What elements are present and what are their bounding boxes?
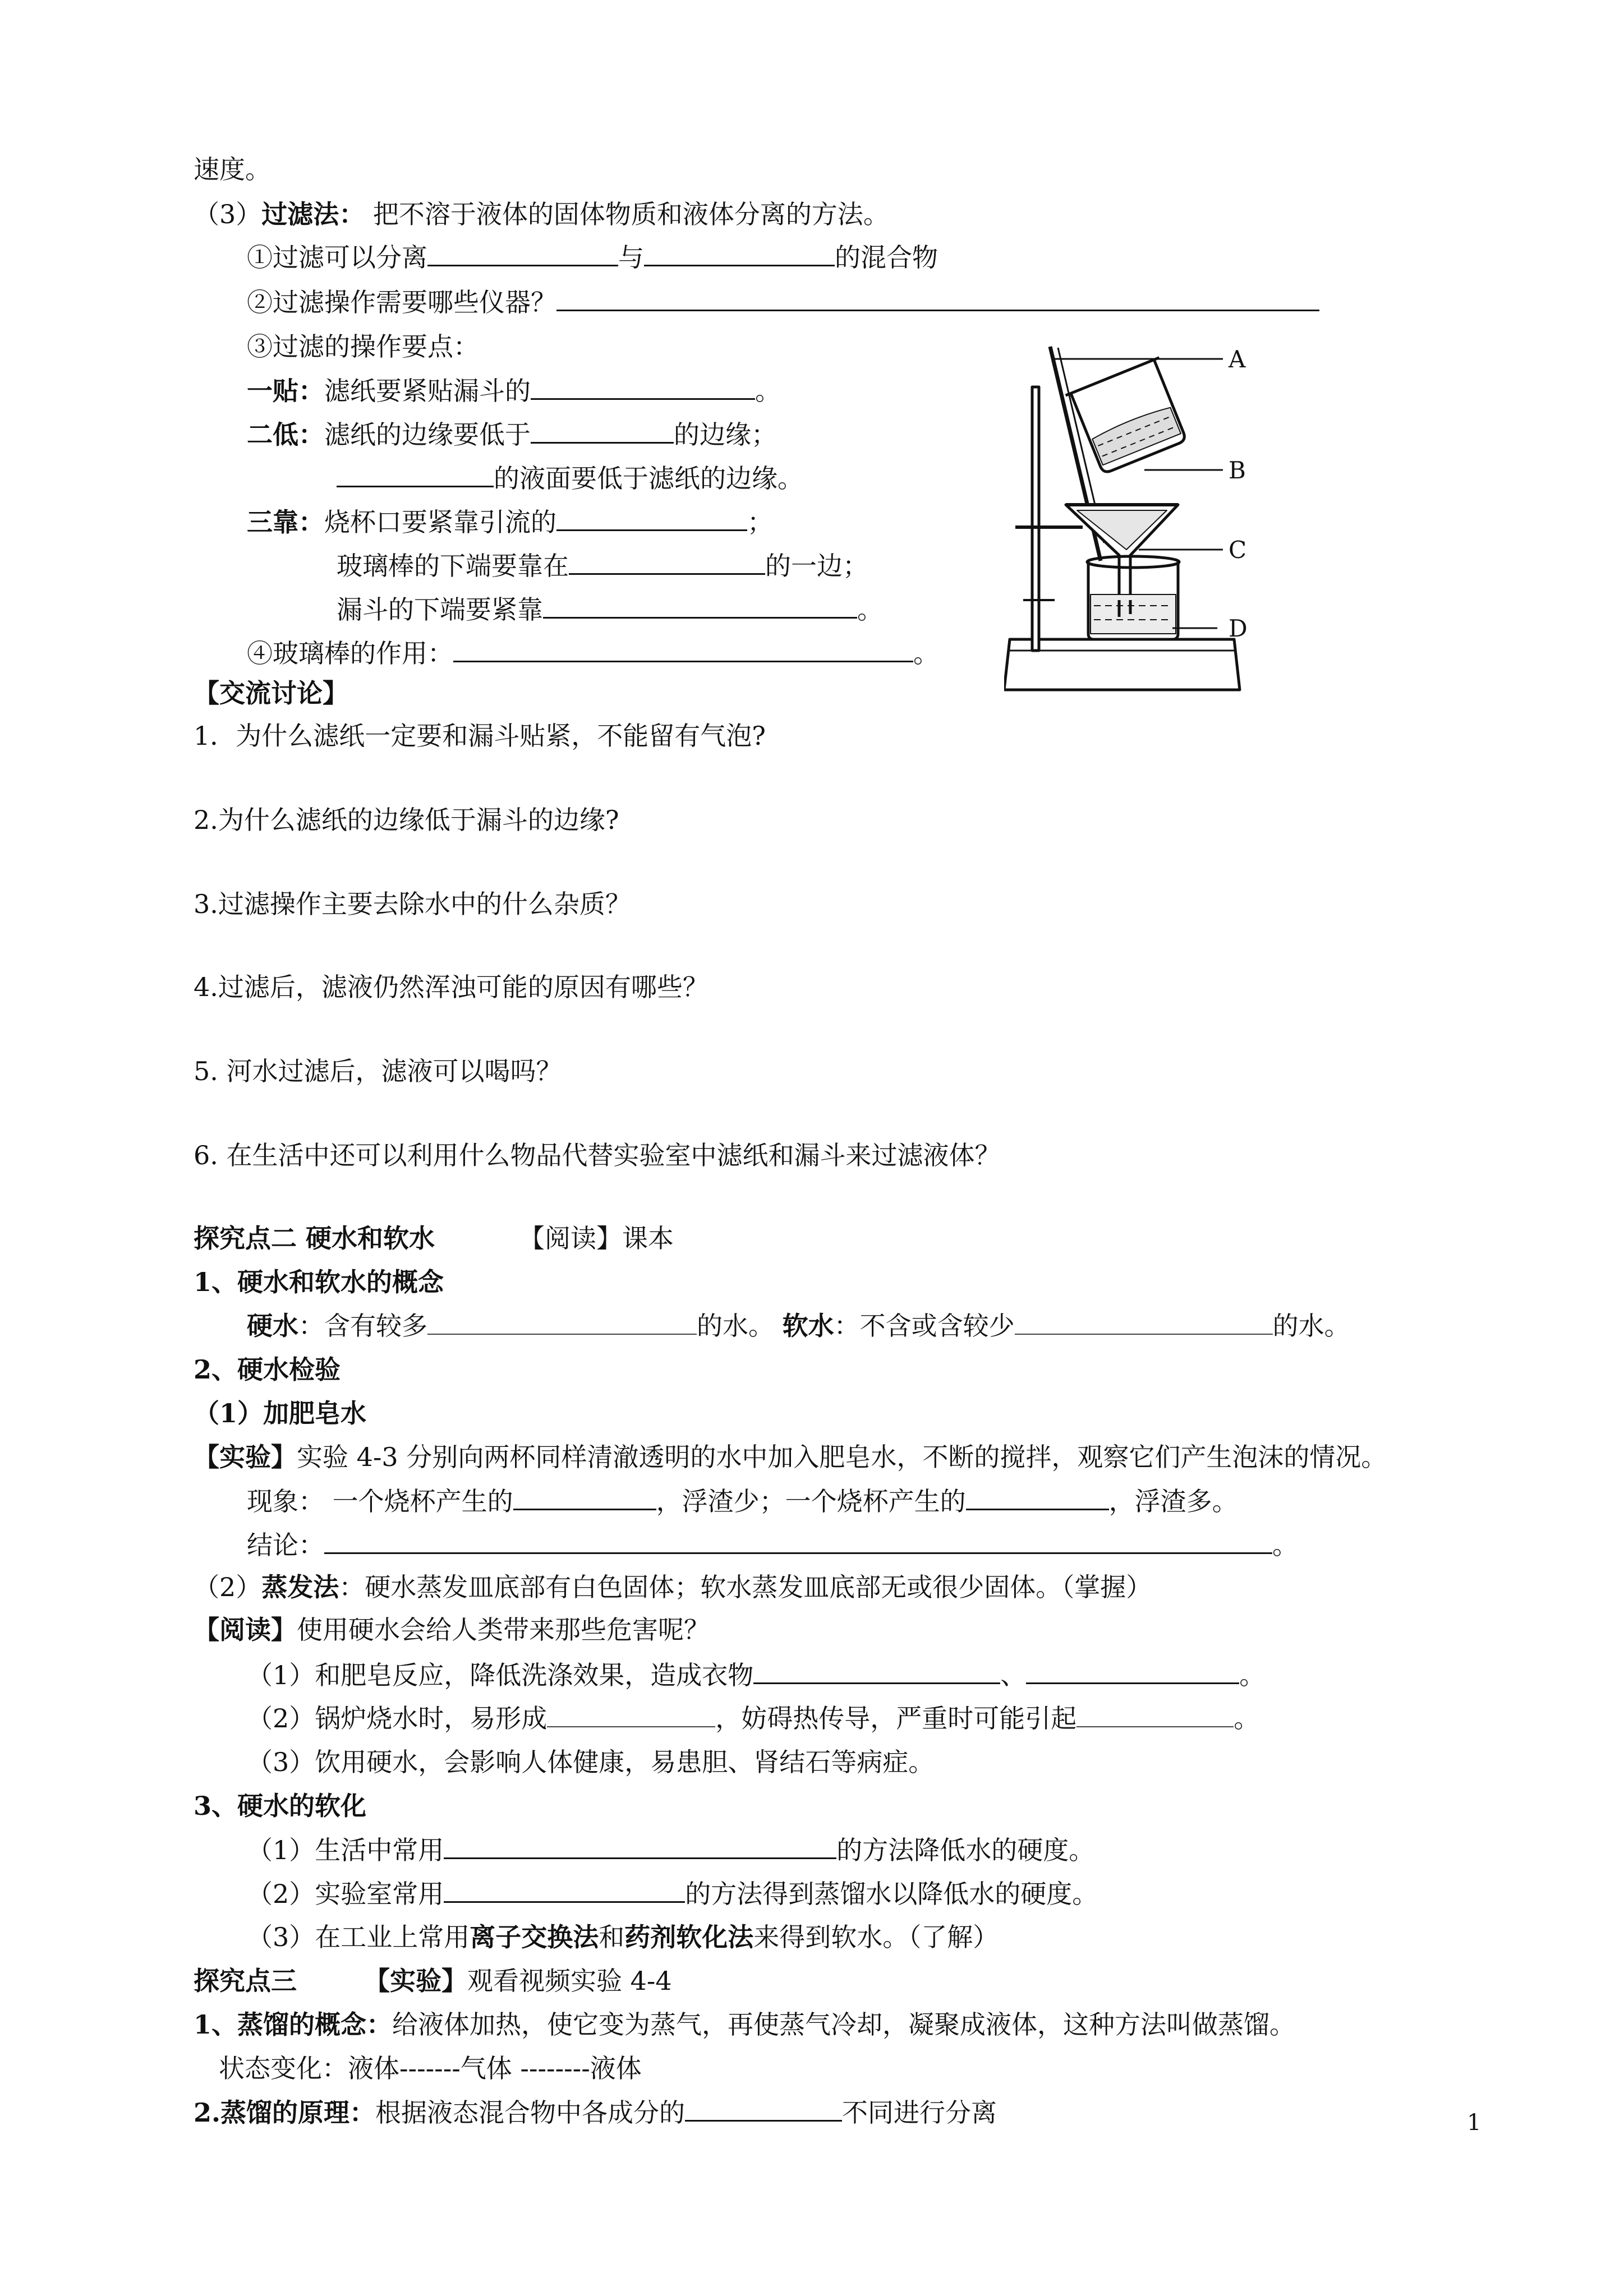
question-item: 2.为什么滤纸的边缘低于漏斗的边缘?	[194, 805, 619, 835]
blank-field[interactable]	[1015, 1309, 1273, 1335]
blank-field[interactable]	[543, 592, 857, 619]
blank-field[interactable]	[569, 548, 765, 575]
text-line: 速度。	[194, 154, 271, 185]
blank-field[interactable]	[556, 285, 1319, 311]
blank-field[interactable]	[531, 374, 755, 400]
subsection-heading: 2、硬水检验	[194, 1354, 341, 1385]
blank-field[interactable]	[444, 1833, 836, 1859]
fill-line-separation: ①过滤可以分离 与 的混合物	[247, 240, 938, 274]
section-three-heading: 探究点三 【实验】观看视频实验 4-4	[194, 1966, 672, 1996]
blank-field[interactable]	[324, 1528, 1272, 1554]
blank-field[interactable]	[453, 636, 913, 662]
fill-line-yitie: 一贴：滤纸要紧贴漏斗的 。	[247, 374, 781, 408]
fill-line-glassrod: ④玻璃棒的作用： 。	[247, 636, 939, 670]
fill-line-erdi: 二低：滤纸的边缘要低于 的边缘；	[247, 417, 777, 451]
subsection-heading: 3、硬水的软化	[194, 1791, 367, 1821]
blank-field[interactable]	[531, 417, 674, 444]
fill-line-conclusion: 结论： 。	[247, 1528, 1298, 1562]
label-b: B	[1229, 457, 1246, 484]
question-item: 4.过滤后，滤液仍然浑浊可能的原因有哪些？	[194, 972, 709, 1002]
question-item: 6. 在生活中还可以利用什么物品代替实验室中滤纸和漏斗来过滤液体？	[194, 1140, 1001, 1170]
label-c: C	[1229, 536, 1247, 564]
filtration-apparatus-diagram	[1004, 336, 1369, 701]
blank-field[interactable]	[966, 1484, 1109, 1510]
blank-field[interactable]	[444, 1877, 685, 1903]
blank-field[interactable]	[337, 461, 494, 487]
page-number: 1	[1467, 2110, 1482, 2136]
blank-field[interactable]	[644, 240, 835, 266]
subsection-heading: （1）加肥皂水	[194, 1398, 367, 1428]
fill-line-hard-soft: 硬水：含有较多 的水。 软水：不含或含较少 的水。	[247, 1309, 1350, 1343]
question-item: 3.过滤操作主要去除水中的什么杂质？	[194, 889, 631, 919]
blank-field[interactable]	[427, 240, 618, 266]
text-line: 状态变化：液体-------气体 --------液体	[219, 2053, 642, 2083]
subsection-heading: 1、硬水和软水的概念	[194, 1267, 444, 1297]
reading-line: 【阅读】使用硬水会给人类带来那些危害呢？	[194, 1615, 710, 1645]
text-line: （3）在工业上常用离子交换法和药剂软化法来得到软水。（了解）	[247, 1922, 999, 1952]
text-line: （3）饮用硬水，会影响人体健康，易患胆、肾结石等病症。	[247, 1747, 935, 1777]
fill-line-softening-2: （2）实验室常用 的方法得到蒸馏水以降低水的硬度。	[247, 1877, 1098, 1911]
blank-field[interactable]	[685, 2095, 842, 2122]
fill-line-harm-1: （1）和肥皂反应，降低洗涤效果，造成衣物 、 。	[247, 1658, 1265, 1692]
label-d: D	[1229, 615, 1248, 642]
blank-field[interactable]	[513, 1484, 656, 1510]
fill-line-sankao-3: 漏斗的下端要紧靠 。	[337, 592, 883, 626]
distillation-concept: 1、蒸馏的概念：给液体加热，使它变为蒸气，再使蒸气冷却，凝聚成液体，这种方法叫做蒸馏。	[194, 2009, 1296, 2040]
evaporation-line: （2）蒸发法：硬水蒸发皿底部有白色固体；软水蒸发皿底部无或很少固体。（掌握）	[194, 1572, 1152, 1602]
blank-field[interactable]	[427, 1309, 697, 1335]
fill-line-harm-2: （2）锅炉烧水时，易形成 ，妨碍热传导，严重时可能引起 。	[247, 1702, 1259, 1735]
discussion-heading: 【交流讨论】	[194, 678, 348, 708]
stand-pole	[1032, 387, 1039, 651]
section-filtration-heading: （3）过滤法： 把不溶于液体的固体物质和液体分离的方法。	[194, 199, 889, 229]
blank-field[interactable]	[753, 1658, 1000, 1684]
blank-field[interactable]	[1026, 1658, 1239, 1684]
blank-field[interactable]	[556, 505, 747, 531]
blank-field[interactable]	[547, 1702, 715, 1727]
section-two-heading: 探究点二 硬水和软水 【阅读】课本	[194, 1223, 674, 1253]
fill-line-erdi-2: 的液面要低于滤纸的边缘。	[337, 461, 803, 495]
fill-line-distillation: 2.蒸馏的原理：根据液态混合物中各成分的 不同进行分离	[194, 2095, 997, 2129]
question-item: 1．为什么滤纸一定要和漏斗贴紧，不能留有气泡?	[194, 721, 766, 751]
blank-field[interactable]	[1076, 1702, 1234, 1727]
text-line: ③过滤的操作要点：	[247, 331, 479, 362]
fill-line-phenomenon: 现象： 一个烧杯产生的 ，浮渣少；一个烧杯产生的 ，浮渣多。	[247, 1484, 1238, 1518]
label-a: A	[1229, 345, 1246, 373]
fill-line-sankao-2: 玻璃棒的下端要靠在 的一边；	[337, 548, 868, 583]
experiment-line: 【实验】实验 4-3 分别向两杯同样清澈透明的水中加入肥皂水，不断的搅拌，观察它们产生泡沫的情况。	[194, 1442, 1387, 1472]
fill-line-sankao: 三靠：烧杯口要紧靠引流的 ；	[247, 505, 773, 539]
fill-line-softening-1: （1）生活中常用 的方法降低水的硬度。	[247, 1833, 1094, 1867]
question-item: 5. 河水过滤后，滤液可以喝吗？	[194, 1056, 562, 1086]
fill-line-instruments: ②过滤操作需要哪些仪器？	[247, 285, 1319, 319]
